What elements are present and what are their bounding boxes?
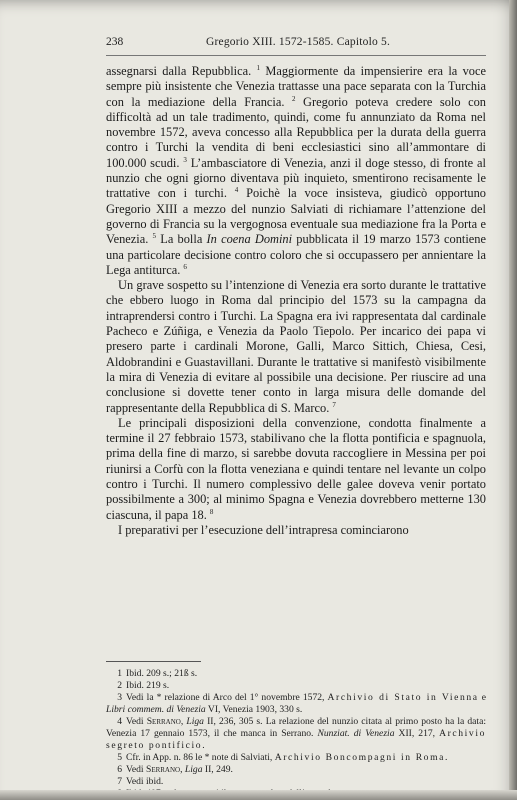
text-run: La bolla — [156, 232, 207, 247]
footnote — [106, 680, 486, 692]
text-run: Vedi — [126, 716, 147, 727]
footnote-rule — [106, 661, 201, 662]
footnote-ref: 1 — [256, 63, 261, 72]
text-run: Vedi la * relazione di Arco del 1° novembre 1572, — [126, 692, 328, 703]
italic-text: In coena Domini — [206, 232, 293, 247]
footnote-number: 6 — [117, 764, 122, 775]
italic-text: Libri commem. di Venezia — [106, 704, 206, 715]
footnote-number: 1 — [117, 668, 122, 679]
footnote-number: 5 — [117, 752, 122, 763]
text-run: II, 236, 305 s. La relazione del nunzio citata al primo posto ha la data: Venezia 17 gennaio 1573, il che manca in Serrano. — [106, 716, 487, 739]
footnote — [106, 716, 486, 752]
text-run: . — [202, 740, 205, 751]
footnote — [106, 752, 486, 764]
text-run: VI, Venezia 1903, 330 s. — [205, 704, 303, 715]
text-run: Ibid. 219 s. — [126, 680, 170, 691]
footnote-ref: 6 — [183, 262, 187, 271]
main-text — [106, 64, 486, 538]
text-run: . — [445, 752, 448, 763]
paragraph — [106, 416, 486, 523]
text-run: XII, 217, — [394, 728, 440, 739]
text-run: Maggiormente da impensierire era la voce sempre più insistente che Venezia trattasse una pace separata con la Turchia con la mediazione della Francia. — [106, 64, 486, 109]
text-run: Le principali disposizioni della convenzione, condotta finalmente a termine il 27 febbraio 1573, stabilivano che la flotta pontificia e spagnuola, prima della fine di marzo, si sarebbe dovuta raccogliere in Messina per poi riunirsi a Corfù con la flotta veneziana e quindi tentare nel levante un colpo contro i Turchi. Il numero complessivo delle galee doveva venir portato possibilmente a 300; al minimo Spagna e Venezia dovrebbero metterne 130 ciascuna, il papa 18. — [106, 415, 486, 522]
text-run: I preparativi per l’esecuzione dell’intrapresa cominciarono — [118, 522, 409, 537]
spaced-text: Archivio Boncompagni in Roma — [274, 752, 446, 763]
page-edge-shadow — [509, 0, 517, 800]
footnote-ref: 5 — [152, 232, 157, 241]
footnote — [106, 776, 486, 788]
paragraph — [106, 64, 486, 278]
paragraph — [106, 278, 486, 416]
running-title: Gregorio XIII. 1572-1585. Capitolo 5. — [206, 36, 391, 48]
footnote — [106, 692, 486, 716]
text-run: Vedi — [126, 764, 146, 775]
author-name: Serrano — [146, 716, 181, 727]
footnote-number: 3 — [117, 692, 122, 703]
italic-text: Nunziat. di Venezia — [317, 728, 395, 739]
author-name: Serrano — [145, 764, 181, 775]
page-number: 238 — [106, 36, 124, 48]
footnote-number: 7 — [117, 776, 122, 787]
text-run: e — [478, 692, 486, 703]
text-run: pubblicata il 19 marzo 1573 contiene una particolare decisione contro coloro che si occupassero per annientare la Lega antiturca. — [106, 232, 486, 277]
text-run: , — [180, 716, 187, 727]
footnote-ref: 8 — [209, 507, 214, 516]
footnote-ref: 3 — [183, 155, 187, 164]
text-run: Gregorio poteva credere solo con difficoltà ad un tale tradimento, quindi, come fu annunziato da Roma nel novembre 1572, aveva concesso alla Repubblica per la durata della guerra contro i Turchi la vendita di beni ecclesiastici sino all’ammontare di 100.000 scudi. — [106, 94, 486, 170]
text-run: L’ambasciatore di Venezia, anzi il doge stesso, di fronte al nunzio che ogni giorno diventava più inquieto, smentirono recisamente le trattative con i turchi. — [106, 155, 487, 201]
header-rule — [106, 55, 486, 56]
footnote — [106, 668, 486, 680]
footnote-number: 4 — [117, 716, 122, 727]
footnote-ref: 7 — [332, 400, 336, 409]
spaced-text: Archivio di Stato in Vienna — [327, 692, 479, 703]
text-run: Cfr. in App. n. 86 le * note di Salviati, — [126, 752, 275, 763]
footnote-ref: 4 — [234, 186, 239, 195]
spaced-text: Archivio segreto pontificio — [106, 728, 486, 751]
footnote — [106, 764, 486, 776]
page-bottom-edge — [0, 790, 517, 800]
footnote-number: 2 — [117, 680, 122, 691]
italic-text: Liga — [184, 764, 203, 775]
text-run: Un grave sospetto su l’intenzione di Venezia era sorto durante le trattative che ebbero luogo in Roma dal principio del 1573 su la campagna da intraprendersi contro i Turchi. La Spagna era ivi rappresentata dal cardinale Pacheco e Zúñiga, e Venezia da Paolo Tiepolo. Per incarico dei papa vi presero parte i cardinali Morone, Galli, Marco Sittich, Chiesa, Cesi, Aldobrandini e Guastavillani. Durante le trattative si manifestò visibilmente la mira di Venezia di evitare al possibile una decisione. Per riuscire ad una conclusione si dovette tener conto in larga misura delle domande del rappresentante della Repubblica di S. Marco. — [106, 278, 486, 415]
text-run: assegnarsi dalla Repubblica. — [106, 64, 257, 78]
text-run: , — [180, 764, 185, 775]
paragraph — [106, 523, 486, 538]
footnotes — [106, 668, 486, 800]
text-run: Poichè la voce insisteva, giudicò opportuno Gregorio XIII a mezzo del nunzio Salviati di richiamare l’attenzione del governo di Francia su la vergognosa eventuale sua mediazione fra la Porta e Venezia. — [106, 186, 487, 247]
text-run: II, 249. — [202, 764, 233, 775]
italic-text: Liga — [186, 716, 204, 727]
footnote-ref: 2 — [292, 94, 296, 103]
text-run: Ibid. 209 s.; 21ß s. — [126, 668, 198, 679]
text-run: Vedi ibid. — [126, 776, 164, 787]
